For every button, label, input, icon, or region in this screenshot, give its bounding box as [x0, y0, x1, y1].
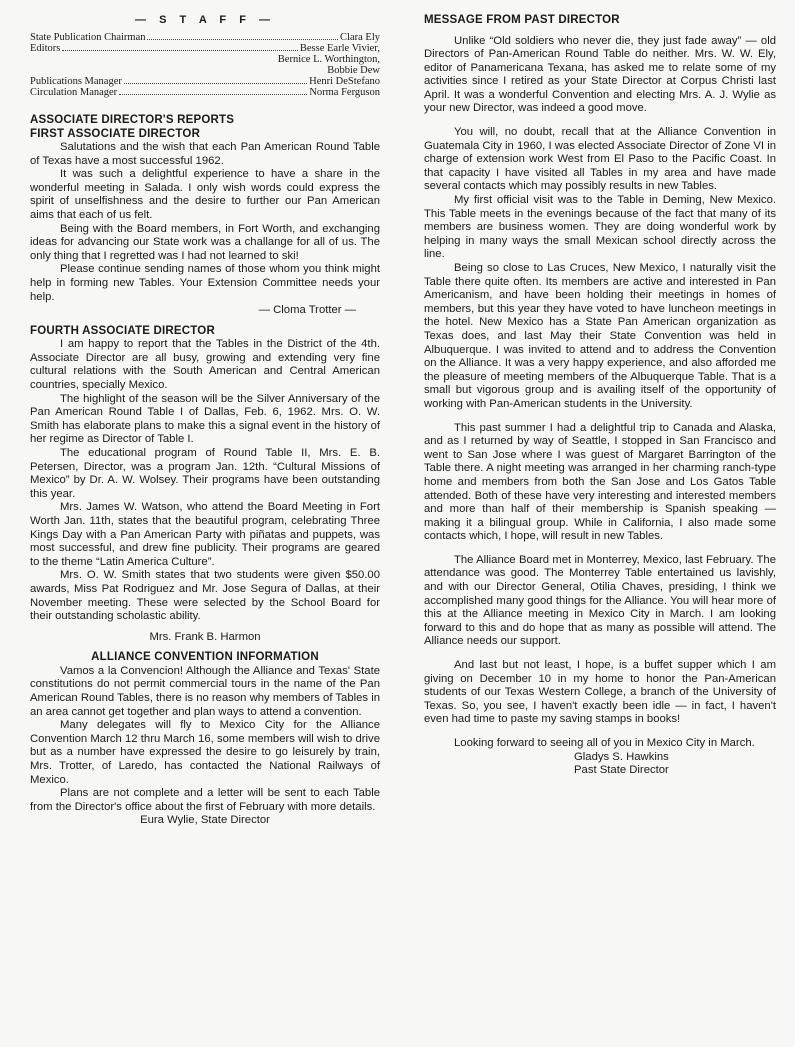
staff-name: Norma Ferguson — [309, 87, 380, 98]
staff-role: Publications Manager — [30, 76, 122, 87]
right-column — [424, 14, 776, 778]
paragraph: Being with the Board members, in Fort Worth, and exchanging ideas for advancing our State work was a challange for all of us. The only thing that I regretted was I had not learned to ski! — [30, 222, 380, 262]
signature: — Cloma Trotter — — [258, 304, 356, 317]
section-heading: FOURTH ASSOCIATE DIRECTOR — [30, 324, 215, 337]
staff-role: State Publication Chairman — [30, 32, 146, 43]
section-heading: FIRST ASSOCIATE DIRECTOR — [30, 127, 201, 140]
signature: Mrs. Frank B. Harmon — [149, 630, 261, 643]
left-column — [30, 14, 380, 828]
paragraph: Many delegates will fly to Mexico City for the Alliance Convention March 12 thru March 16, some members will wish to drive but as a number have expressed the desire to go leisurely by train, Mrs. Trotter, of Laredo, has contacted the National Railways of Mexico. — [30, 719, 380, 786]
staff-row — [30, 87, 380, 98]
staff-editor-name: Bernice L. Worthington, — [277, 54, 380, 65]
paragraph: The educational program of Round Table II, Mrs. E. B. Petersen, Director, was a program Jan. 12th. “Cultural Missions of Mexico” by Dr. A. W. Wolsey. Their programs have been outstanding this year. — [30, 446, 380, 500]
staff-role: Circulation Manager — [30, 87, 118, 98]
signature-block — [574, 751, 776, 778]
paragraph: The Alliance Board met in Monterrey, Mexico, last February. The attendance was good. The Monterrey Table entertained us lavishly, and with our Director General, Otilia Chaves, presiding, I think we accomplished many good things for the Alliance. You will hear more of this at the Alliance meeting in Mexico City in March. I am looking forward to this and do hope that as many as possible will attend. The Alliance needs our support. — [424, 553, 776, 648]
paragraph: The highlight of the season will be the Silver Anniversary of the Pan American Round Table I of Dallas, Feb. 6, 1962. Mrs. O. W. Smith has elaborate plans to make this a signal event in the history of her regime as Director of Table I. — [30, 392, 380, 446]
paragraph: Plans are not complete and a letter will be sent to each Table from the Director's office about the first of February with more details. — [30, 787, 380, 813]
section-heading: MESSAGE FROM PAST DIRECTOR — [424, 14, 620, 26]
paragraph: Being so close to Las Cruces, New Mexico, I naturally visit the Table there quite often. Its members are active and interested in Pan Americanism, and have been holding their meetings in homes of members, but this year they have voted to have luncheon meetings in the hotel. New Mexico has a State Pan American organization as Texas does, and last May their State Convention was held in Albuquerque. I was invited to attend and to address the Convention on the Alliance. It was a very happy experience, and also afforded me the pleasure of meeting members of the Albuquerque Table. That is a small but vigorous group and is availing itself of the opportunity of working with Pan-American students in the University. — [424, 262, 776, 410]
paragraph: Please continue sending names of those whom you think might help in forming new Tables. Your Extension Committee needs your help. — [30, 263, 380, 303]
staff-editor-name: Bobbie Dew — [327, 65, 380, 76]
signature-name: Gladys S. Hawkins — [574, 750, 669, 763]
signature-title: Past State Director — [574, 764, 669, 777]
staff-role: Editors — [30, 43, 61, 54]
paragraph: You will, no doubt, recall that at the Alliance Convention in Guatemala City in 1960, I was elected Associate Director of Zone VI in charge of extension work West from El Paso to the Pacific Coast. In that capacity I have visited all Tables in my area and have made several contacts which may possibly results in new Tables. — [424, 126, 776, 193]
leader-dots — [119, 87, 307, 95]
paragraph: Mrs. James W. Watson, who attend the Board Meeting in Fort Worth Jan. 11th, states that the beautiful program, celebrating Three Kings Day with a Pan American Party with piñatas and puppets, was most successful, and drew fine publicity. Their programs are geared to the theme “Latin America Culture”. — [30, 501, 380, 568]
staff-name: Besse Earle Vivier, — [299, 43, 380, 54]
staff-row — [30, 43, 380, 54]
leader-dots — [62, 43, 298, 51]
staff-title: — S T A F F — — [135, 14, 275, 26]
staff-row — [30, 76, 380, 87]
staff-name: Clara Ely — [340, 32, 380, 43]
paragraph: Mrs. O. W. Smith states that two students were given $50.00 awards, Miss Pat Rodriguez and Mr. Jose Segura of Dallas, at their November meeting. These were selected by the School Board for their outstanding scholastic ability. — [30, 569, 380, 623]
signature: Eura Wylie, State Director — [140, 814, 270, 827]
leader-dots — [147, 32, 338, 40]
paragraph: My first official visit was to the Table in Deming, New Mexico. This Table meets in the evenings because of the fact that many of its members are business women. They are doing wonderful work by helping in many ways the small Mexican school directly across the line. — [424, 194, 776, 261]
paragraph: Vamos a la Convencion! Although the Alliance and Texas' State constitutions do not permit commercial tours in the name of the Pan American Round Tables, there is no reason why members of Tables in an area cannot get together and plan ways to attend a convention. — [30, 664, 380, 718]
paragraph: Looking forward to seeing all of you in Mexico City in March. — [454, 737, 755, 749]
paragraph: It was such a delightful experience to have a share in the wonderful meeting in Salada. I only wish words could express the spirit of unselfishness and the desire to further our Pan American aims that each of us felt. — [30, 168, 380, 221]
staff-row — [30, 32, 380, 43]
paragraph: Salutations and the wish that each Pan American Round Table of Texas have a most successful 1962. — [30, 141, 380, 167]
leader-dots — [124, 76, 307, 84]
paragraph: I am happy to report that the Tables in the District of the 4th. Associate Director are all busy, growing and extending very fine cultural relations with the South American and Central American countries, specially Mexico. — [30, 338, 380, 391]
paragraph: And last but not least, I hope, is a buffet supper which I am giving on December 10 in my home to honor the Pan-American students of our Texas Western College, a branch of the University of Texas. So, you see, I haven't exactly been idle — in fact, I haven't even had time to paste my saving stamps in books! — [424, 659, 776, 726]
section-heading: ASSOCIATE DIRECTOR'S REPORTS — [30, 114, 235, 126]
paragraph: This past summer I had a delightful trip to Canada and Alaska, and as I returned by way of Seattle, I stopped in San Francisco and went to San Jose where I was guest of Margaret Barrington of the Table there. A night meeting was arranged in her charming ranch-type home and members from both the San Jose and Los Gatos Table attended. Both of these have very interesting and interested members and more than half of their membership is Spanish speaking — making it a bilingual group. While in California, I also made some contacts which, I hope, will result in new Tables. — [424, 421, 776, 543]
paragraph: Unlike “Old soldiers who never die, they just fade away” — old Directors of Pan-American Round Table do neither. Mrs. W. W. Ely, editor of Panamericana Texana, has asked me to relate some of my activities since I retired as your State Director at Corpus Christi last April. It was a wonderful Convention and electing Mrs. A. J. Wylie as your new Director, was indeed a good move. — [424, 34, 776, 115]
staff-name: Henri DeStefano — [309, 76, 380, 87]
section-heading: ALLIANCE CONVENTION INFORMATION — [91, 651, 319, 664]
